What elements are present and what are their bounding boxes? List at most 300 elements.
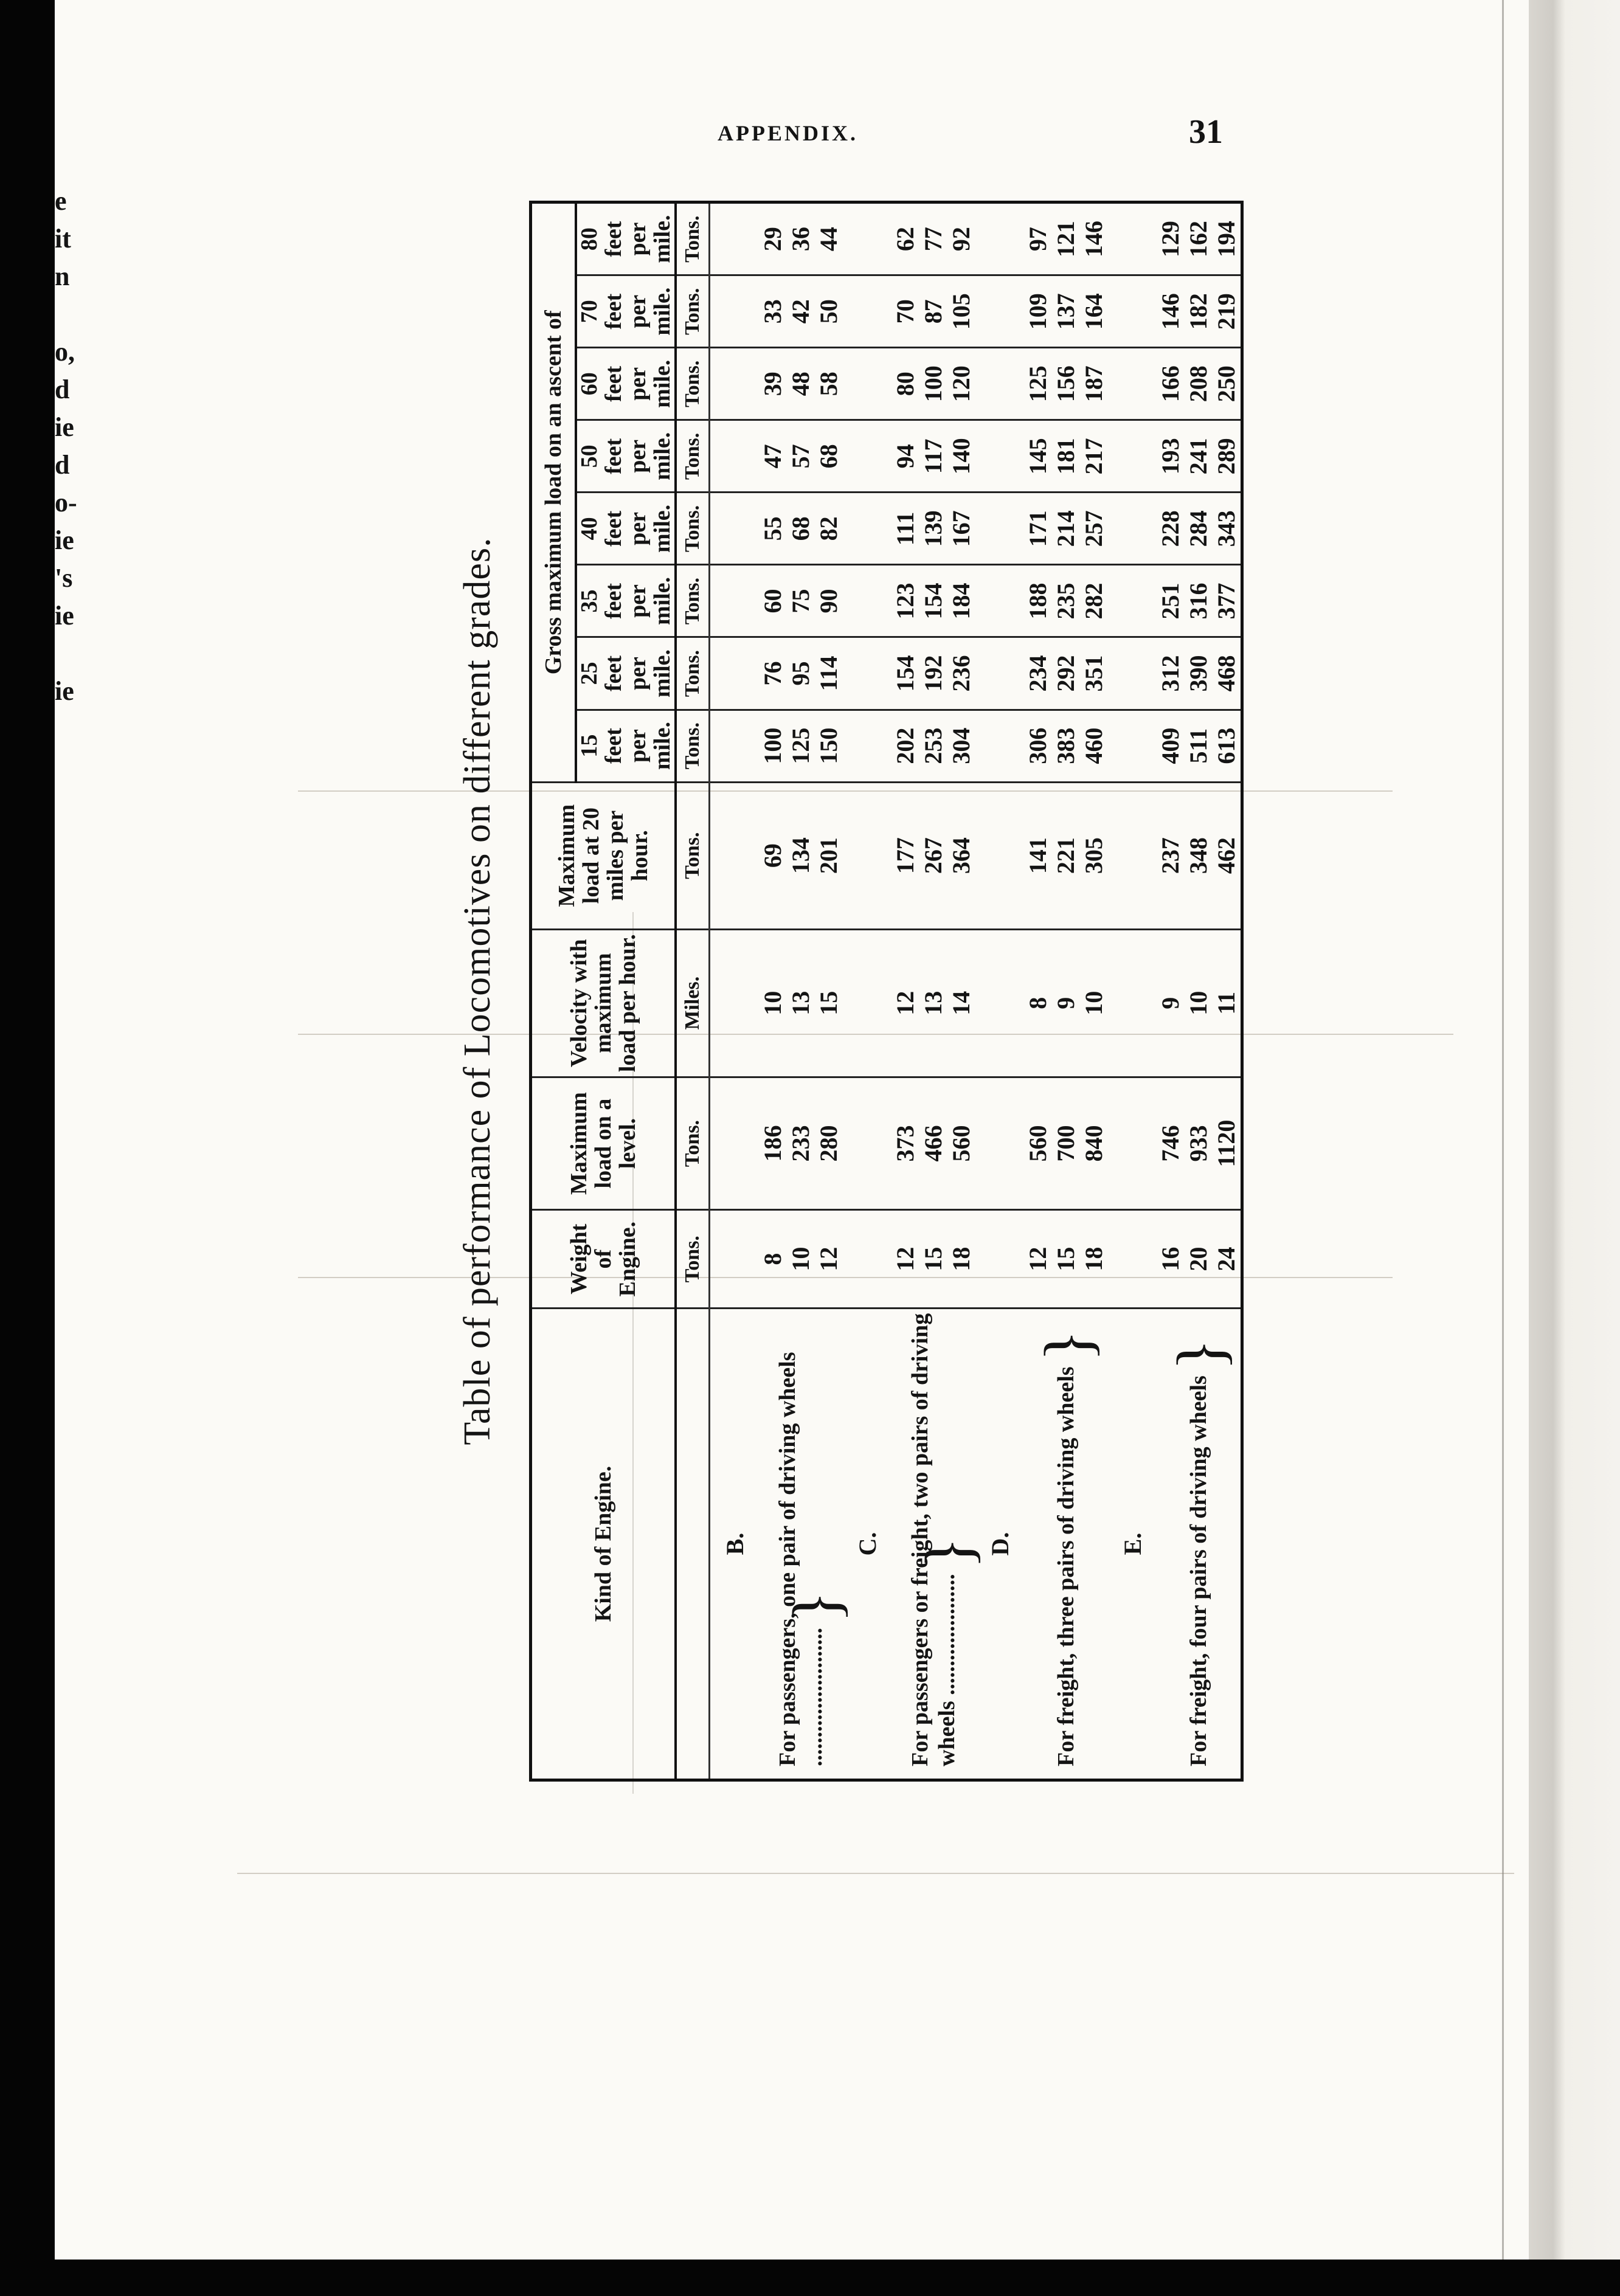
page-edge-shadow [1529, 0, 1620, 2296]
value-stack [891, 493, 975, 565]
brace-glyph: } [1031, 1329, 1106, 1362]
col-grade-7: 80 feet per mile. [576, 202, 676, 275]
table-cell-value: 214 [1052, 510, 1079, 547]
table-cell-value: 100 [759, 727, 786, 764]
table-cell-value: 377 [1213, 583, 1240, 620]
table-cell-value: 47 [759, 444, 786, 469]
kind-text: For passengers, one pair of driving wheels ........................ [775, 1352, 827, 1766]
table-cell-value: 289 [1213, 438, 1240, 475]
table-cell-value: 282 [1080, 583, 1107, 620]
table-cell-value: 250 [1213, 365, 1240, 403]
value-stack [759, 929, 843, 1077]
empty-cell [843, 348, 891, 420]
unit-velocity: Miles. [676, 929, 710, 1077]
table-cell-value: 13 [787, 991, 814, 1015]
table-cell-value: 117 [919, 438, 947, 474]
table-cell-value: 304 [947, 727, 975, 764]
empty-cell [975, 710, 1024, 782]
col-grade-5: 60 feet per mile. [576, 348, 676, 420]
table-cell-value: 306 [1024, 727, 1051, 764]
value-stack [1024, 782, 1108, 929]
table-cell-value: 20 [1185, 1247, 1212, 1271]
table-cell-value: 105 [947, 293, 975, 330]
value-stack [891, 202, 975, 275]
margin-letter: d [55, 450, 70, 480]
unit-grade: Tons. [676, 202, 710, 275]
empty-cell [843, 782, 891, 929]
empty-cell [710, 420, 760, 493]
table-cell-value: 292 [1052, 655, 1079, 692]
table-cell-value: 700 [1052, 1125, 1079, 1162]
value-stack [759, 1210, 843, 1309]
table-cell-value: 267 [919, 837, 947, 874]
empty-cell [1108, 782, 1157, 929]
table-cell-value: 48 [787, 372, 814, 396]
table-row [1024, 202, 1108, 1780]
col-grade-1: 25 feet per mile. [576, 637, 676, 710]
table-group-letter-row [843, 202, 891, 1780]
empty-cell [843, 420, 891, 493]
empty-cell [1108, 493, 1157, 565]
table-cell-value: 9 [1157, 997, 1184, 1009]
table-cell-value: 933 [1185, 1125, 1212, 1162]
table-cell-value: 233 [787, 1125, 814, 1162]
empty-cell [975, 1077, 1024, 1210]
empty-cell [710, 1210, 760, 1309]
empty-cell [843, 929, 891, 1077]
scan-border-bottom [0, 2260, 1620, 2296]
table-cell-value: 351 [1080, 655, 1107, 692]
table-cell-value: 12 [1024, 1247, 1051, 1271]
table-row [891, 202, 975, 1780]
table-cell-value: 95 [787, 661, 814, 686]
margin-letter [55, 635, 91, 673]
table-cell-value: 60 [759, 589, 786, 614]
empty-cell [1108, 420, 1157, 493]
value-stack [891, 1077, 975, 1210]
table-cell-value: 10 [1185, 991, 1212, 1015]
empty-cell [710, 493, 760, 565]
table-cell-value: 10 [787, 1247, 814, 1271]
value-stack [1024, 493, 1108, 565]
value-stack [1024, 637, 1108, 710]
table-cell-value: 181 [1052, 438, 1079, 475]
col-grade-4: 50 feet per mile. [576, 420, 676, 493]
table-cell-value: 125 [787, 727, 814, 764]
value-stack [891, 710, 975, 782]
table-cell-value: 560 [1024, 1125, 1051, 1162]
value-stack [1157, 637, 1242, 710]
margin-letter [55, 296, 91, 333]
table-cell-value: 125 [1024, 365, 1051, 403]
col-velocity: Velocity with maximum load per hour. [531, 929, 676, 1077]
empty-cell [1108, 710, 1157, 782]
table-cell-value: 44 [815, 227, 842, 252]
value-stack [891, 348, 975, 420]
table-cell-value: 36 [787, 227, 814, 252]
table-cell-value: 182 [1185, 293, 1212, 330]
table-cell-value: 150 [815, 727, 842, 764]
table-cell-value: 188 [1024, 583, 1051, 620]
unit-grade: Tons. [676, 348, 710, 420]
table-cell-value: 14 [947, 991, 975, 1015]
col-kind-of-engine: Kind of Engine. [531, 1309, 676, 1780]
unit-max-level: Tons. [676, 1077, 710, 1210]
table-cell-value: 12 [815, 1247, 842, 1271]
table-cell-value: 134 [787, 837, 814, 874]
table-cell-value: 146 [1080, 221, 1107, 258]
margin-letter: 's [55, 563, 73, 593]
table-cell-value: 219 [1213, 293, 1240, 330]
table-cell-value: 70 [891, 299, 919, 324]
kind-description [1024, 1309, 1108, 1780]
table-cell-value: 8 [1024, 997, 1051, 1009]
table-cell-value: 166 [1157, 365, 1184, 403]
table-cell-value: 109 [1024, 293, 1051, 330]
table-cell-value: 383 [1052, 727, 1079, 764]
table-cell-value: 129 [1157, 221, 1184, 258]
table-cell-value: 217 [1080, 438, 1107, 475]
table-cell-value: 33 [759, 299, 786, 324]
unit-max-20: Tons. [676, 782, 710, 929]
col-group-ascent: Gross maximum load on an ascent of [531, 202, 576, 783]
table-cell-value: 156 [1052, 365, 1079, 403]
table-cell-value: 164 [1080, 293, 1107, 330]
col-weight: Weight of Engine. [531, 1210, 676, 1309]
empty-cell [1108, 1077, 1157, 1210]
table-cell-value: 140 [947, 438, 975, 475]
value-stack [891, 782, 975, 929]
empty-cell [710, 275, 760, 348]
table-cell-value: 90 [815, 589, 842, 614]
empty-cell [975, 782, 1024, 929]
col-grade-6: 70 feet per mile. [576, 275, 676, 348]
table-cell-value: 18 [1080, 1247, 1107, 1271]
running-header: APPENDIX. [718, 121, 858, 145]
table-cell-value: 257 [1080, 510, 1107, 547]
value-stack [1157, 493, 1242, 565]
kind-text: For passengers or freight, two pairs of driving wheels ..................... [907, 1313, 960, 1766]
table-cell-value: 121 [1052, 221, 1079, 258]
table-cell-value: 80 [891, 372, 919, 396]
empty-cell [975, 420, 1024, 493]
table-cell-value: 187 [1080, 365, 1107, 403]
group-letter: B. [710, 1309, 760, 1780]
table-cell-value: 468 [1213, 655, 1240, 692]
table-cell-value: 57 [787, 444, 814, 469]
empty-cell [1108, 348, 1157, 420]
value-stack [1024, 202, 1108, 275]
table-cell-value: 201 [815, 837, 842, 874]
table-cell-value: 77 [919, 227, 947, 252]
table-cell-value: 305 [1080, 837, 1107, 874]
empty-cell [975, 1210, 1024, 1309]
table-cell-value: 92 [947, 227, 975, 252]
value-stack [759, 1077, 843, 1210]
empty-cell [710, 710, 760, 782]
table-cell-value: 94 [891, 444, 919, 469]
empty-cell [843, 493, 891, 565]
table-group-letter-row [1108, 202, 1157, 1780]
table-cell-value: 62 [891, 227, 919, 252]
table-group-letter-row [710, 202, 760, 1780]
value-stack [1157, 202, 1242, 275]
table-row [759, 202, 843, 1780]
table-cell-value: 11 [1213, 991, 1240, 1015]
margin-letter: o, [55, 337, 75, 367]
table-cell-value: 76 [759, 661, 786, 686]
empty-cell [1108, 565, 1157, 637]
col-grade-2: 35 feet per mile. [576, 565, 676, 637]
table-cell-value: 192 [919, 655, 947, 692]
table-cell-value: 746 [1157, 1125, 1184, 1162]
empty-cell [975, 929, 1024, 1077]
empty-cell [843, 1210, 891, 1309]
value-stack [1157, 1077, 1242, 1210]
empty-cell [1108, 202, 1157, 275]
value-stack [1024, 348, 1108, 420]
table-cell-value: 162 [1185, 221, 1212, 258]
table-cell-value: 460 [1080, 727, 1107, 764]
table-cell-value: 316 [1185, 583, 1212, 620]
table-cell-value: 114 [815, 655, 842, 691]
margin-letter: ie [55, 412, 74, 442]
value-stack [1157, 782, 1242, 929]
kind-text: For freight, three pairs of driving wheels [1053, 1366, 1079, 1766]
table-cell-value: 13 [919, 991, 947, 1015]
value-stack [1024, 275, 1108, 348]
value-stack [759, 275, 843, 348]
empty-cell [1108, 1210, 1157, 1309]
table-cell-value: 97 [1024, 227, 1051, 252]
table-cell-value: 10 [1080, 991, 1107, 1015]
unit-grade: Tons. [676, 637, 710, 710]
table-cell-value: 193 [1157, 438, 1184, 475]
table-cell-value: 123 [891, 583, 919, 620]
table-cell-value: 154 [919, 583, 947, 620]
empty-cell [975, 637, 1024, 710]
table-cell-value: 145 [1024, 438, 1051, 475]
table-cell-value: 50 [815, 299, 842, 324]
page-fold-line [1502, 0, 1504, 2296]
table-cell-value: 312 [1157, 655, 1184, 692]
table-cell-value: 12 [891, 1247, 919, 1271]
col-max-20mph: Maximum load at 20 miles per hour. [531, 782, 676, 929]
value-stack [759, 637, 843, 710]
value-stack [891, 929, 975, 1077]
table-cell-value: 840 [1080, 1125, 1107, 1162]
margin-letter: ie [55, 601, 74, 631]
table-cell-value: 55 [759, 516, 786, 541]
value-stack [1157, 348, 1242, 420]
unit-grade: Tons. [676, 565, 710, 637]
value-stack [1157, 929, 1242, 1077]
empty-cell [975, 493, 1024, 565]
empty-cell [843, 202, 891, 275]
empty-cell [710, 348, 760, 420]
table-cell-value: 24 [1213, 1247, 1240, 1271]
left-margin-bleed-text [55, 182, 91, 710]
table-cell-value: 68 [787, 516, 814, 541]
table-cell-value: 194 [1213, 221, 1240, 258]
table-cell-value: 8 [759, 1253, 786, 1265]
col-max-level: Maximum load on a level. [531, 1077, 676, 1210]
table-cell-value: 221 [1052, 837, 1079, 874]
table-cell-value: 511 [1185, 728, 1212, 764]
table-cell-value: 241 [1185, 438, 1212, 475]
table-cell-value: 280 [815, 1125, 842, 1162]
group-letter: E. [1108, 1309, 1157, 1780]
table-cell-value: 87 [919, 299, 947, 324]
table-cell-value: 234 [1024, 655, 1051, 692]
table-cell-value: 202 [891, 727, 919, 764]
empty-cell [710, 565, 760, 637]
table-cell-value: 100 [919, 365, 947, 403]
value-stack [1157, 420, 1242, 493]
empty-cell [843, 1077, 891, 1210]
value-stack [1024, 710, 1108, 782]
table-cell-value: 236 [947, 655, 975, 692]
table-cell-value: 146 [1157, 293, 1184, 330]
table-cell-value: 235 [1052, 583, 1079, 620]
col-grade-0: 15 feet per mile. [576, 710, 676, 782]
table-cell-value: 9 [1052, 997, 1079, 1009]
value-stack [1157, 710, 1242, 782]
margin-letter: e [55, 186, 67, 216]
margin-letter: n [55, 261, 70, 291]
table-cell-value: 82 [815, 516, 842, 541]
unit-grade: Tons. [676, 710, 710, 782]
value-stack [1024, 1210, 1108, 1309]
value-stack [1157, 1210, 1242, 1309]
table-cell-value: 111 [891, 511, 919, 546]
table-cell-value: 364 [947, 837, 975, 874]
empty-cell [710, 782, 760, 929]
value-stack [1024, 420, 1108, 493]
value-stack [759, 710, 843, 782]
table-cell-value: 284 [1185, 510, 1212, 547]
table-cell-value: 462 [1213, 837, 1240, 874]
group-letter: D. [975, 1309, 1024, 1780]
empty-cell [710, 202, 760, 275]
brace-glyph: } [1163, 1338, 1238, 1371]
value-stack [891, 637, 975, 710]
empty-cell [710, 637, 760, 710]
unit-grade: Tons. [676, 420, 710, 493]
unit-grade: Tons. [676, 275, 710, 348]
table-cell-value: 186 [759, 1125, 786, 1162]
value-stack [891, 420, 975, 493]
table-cell-value: 16 [1157, 1247, 1184, 1271]
page-number: 31 [1189, 113, 1223, 151]
table-cell-value: 68 [815, 444, 842, 469]
table-cell-value: 12 [891, 991, 919, 1015]
kind-description [759, 1309, 854, 1780]
table-cell-value: 154 [891, 655, 919, 692]
empty-cell [843, 275, 891, 348]
empty-cell [975, 275, 1024, 348]
empty-cell [843, 637, 891, 710]
table-cell-value: 390 [1185, 655, 1212, 692]
table-cell-value: 228 [1157, 510, 1184, 547]
margin-letter: ie [55, 525, 74, 555]
table-cell-value: 613 [1213, 727, 1240, 764]
empty-cell [710, 1077, 760, 1210]
unit-grade: Tons. [676, 493, 710, 565]
empty-cell [843, 710, 891, 782]
table-cell-value: 237 [1157, 837, 1184, 874]
table-cell-value: 171 [1024, 510, 1051, 547]
table-cell-value: 120 [947, 365, 975, 403]
table-cell-value: 10 [759, 991, 786, 1015]
group-letter: C. [843, 1309, 891, 1780]
value-stack [759, 420, 843, 493]
table-cell-value: 58 [815, 372, 842, 396]
table-cell-value: 167 [947, 510, 975, 547]
rotated-table-block [438, 201, 1240, 1782]
units-blank [676, 1309, 710, 1780]
empty-cell [1108, 275, 1157, 348]
table-cell-value: 409 [1157, 727, 1184, 764]
value-stack [1157, 565, 1242, 637]
col-grade-3: 40 feet per mile. [576, 493, 676, 565]
value-stack [759, 782, 843, 929]
table-cell-value: 177 [891, 837, 919, 874]
value-stack [759, 348, 843, 420]
table-cell-value: 560 [947, 1125, 975, 1162]
value-stack [1157, 275, 1242, 348]
margin-letter: d [55, 375, 70, 404]
empty-cell [1108, 637, 1157, 710]
value-stack [759, 202, 843, 275]
table-cell-value: 42 [787, 299, 814, 324]
value-stack [891, 1210, 975, 1309]
table-cell-value: 141 [1024, 837, 1051, 874]
table-cell-value: 15 [815, 991, 842, 1015]
brace-glyph: } [912, 1537, 986, 1569]
value-stack [759, 565, 843, 637]
empty-cell [710, 929, 760, 1077]
table-cell-value: 348 [1185, 837, 1212, 874]
table-cell-value: 29 [759, 227, 786, 252]
table-cell-value: 251 [1157, 583, 1184, 620]
scan-border-left [0, 0, 55, 2296]
empty-cell [1108, 929, 1157, 1077]
table-cell-value: 1120 [1213, 1119, 1240, 1167]
margin-letter: o- [55, 488, 77, 517]
table-cell-value: 75 [787, 589, 814, 614]
value-stack [891, 565, 975, 637]
value-stack [1024, 565, 1108, 637]
empty-cell [975, 348, 1024, 420]
empty-cell [975, 565, 1024, 637]
empty-cell [843, 565, 891, 637]
table-cell-value: 39 [759, 372, 786, 396]
table-cell-value: 137 [1052, 293, 1079, 330]
margin-letter: ie [55, 676, 74, 706]
bleed-through-line [237, 1873, 1514, 1874]
empty-cell [975, 202, 1024, 275]
value-stack [759, 493, 843, 565]
table-cell-value: 139 [919, 510, 947, 547]
margin-letter: it [55, 224, 71, 254]
table-cell-value: 184 [947, 583, 975, 620]
value-stack [891, 275, 975, 348]
locomotive-performance-table [529, 201, 1244, 1782]
table-caption: Table of performance of Locomotives on different grades. [457, 537, 498, 1445]
unit-weight: Tons. [676, 1210, 710, 1309]
table-cell-value: 15 [919, 1247, 947, 1271]
